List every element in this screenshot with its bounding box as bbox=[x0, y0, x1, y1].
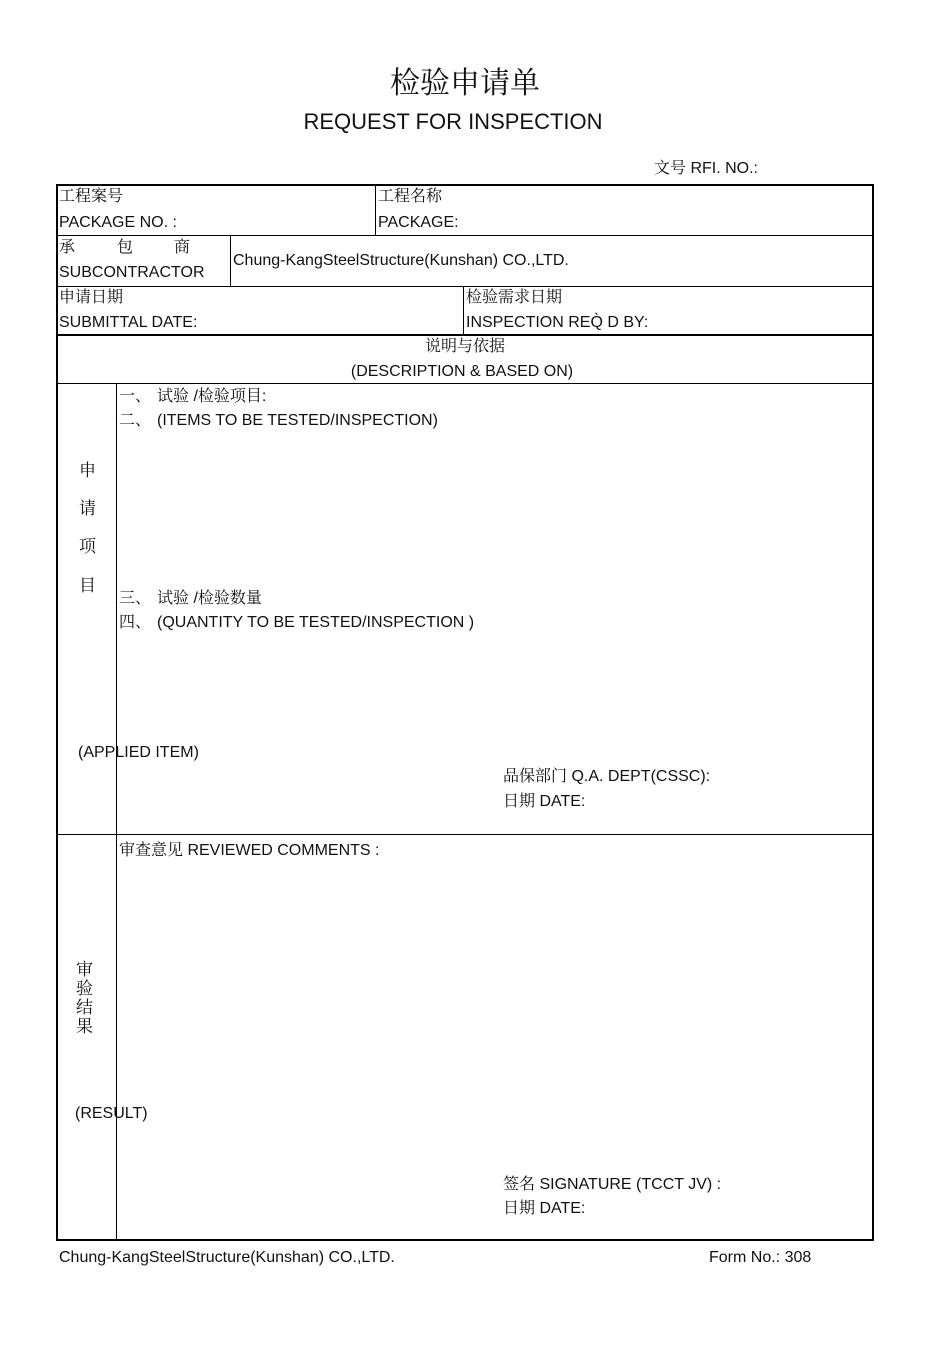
submittal-date-label-en: SUBMITTAL DATE: bbox=[59, 314, 198, 331]
reviewed-comments-label: 审查意见 REVIEWED COMMENTS : bbox=[119, 842, 380, 859]
subcontractor-value: Chung-KangSteelStructure(Kunshan) CO.,LTD. bbox=[233, 252, 569, 269]
item-2-prefix: 二、 bbox=[119, 412, 152, 429]
item-4-prefix: 四、 bbox=[119, 614, 152, 631]
inspection-required-label-en: INSPECTION REQ̀ D BY: bbox=[466, 314, 649, 331]
signature-label: 签名 SIGNATURE (TCCT JV) : bbox=[503, 1176, 722, 1193]
item-3-text: 试验 /检验数量 bbox=[157, 590, 262, 607]
subcontractor-label-en: SUBCONTRACTOR bbox=[59, 264, 205, 281]
item-4-text: (QUANTITY TO BE TESTED/INSPECTION ) bbox=[157, 614, 475, 631]
item-2-text: (ITEMS TO BE TESTED/INSPECTION) bbox=[157, 412, 438, 429]
qa-date-label: 日期 DATE: bbox=[503, 793, 586, 810]
package-name-label-cn: 工程名称 bbox=[378, 188, 443, 205]
qa-dept-label: 品保部门 Q.A. DEPT(CSSC): bbox=[503, 768, 711, 785]
item-1-text: 试验 /检验项目: bbox=[157, 388, 267, 405]
applied-side-char-4: 目 bbox=[79, 576, 96, 595]
form-title-en: REQUEST FOR INSPECTION bbox=[303, 109, 603, 134]
applied-side-char-1: 申 bbox=[79, 461, 96, 480]
subcontractor-char-2: 包 bbox=[117, 239, 134, 256]
result-side-char-1: 审 bbox=[76, 960, 93, 979]
submittal-date-label-cn: 申请日期 bbox=[59, 289, 124, 306]
signature-date-label: 日期 DATE: bbox=[503, 1200, 586, 1217]
applied-side-char-3: 项 bbox=[79, 537, 96, 556]
applied-item-label-en: (APPLIED ITEM) bbox=[78, 744, 199, 761]
rfi-number-label: 文号 RFI. NO.: bbox=[654, 160, 759, 177]
package-no-label-cn: 工程案号 bbox=[59, 188, 124, 205]
description-label-en: (DESCRIPTION & BASED ON) bbox=[350, 363, 574, 380]
subcontractor-char-1: 承 bbox=[59, 239, 76, 256]
applied-side-char-2: 请 bbox=[79, 499, 96, 518]
result-side-char-3: 结 bbox=[76, 998, 93, 1017]
package-no-label-en: PACKAGE NO. : bbox=[59, 214, 177, 231]
description-label-cn: 说明与依据 bbox=[424, 338, 505, 355]
form-number: Form No.: 308 bbox=[709, 1249, 812, 1266]
item-1-prefix: 一、 bbox=[119, 388, 152, 405]
result-side-char-4: 果 bbox=[76, 1017, 93, 1036]
inspection-required-label-cn: 检验需求日期 bbox=[466, 289, 563, 306]
footer-company: Chung-KangSteelStructure(Kunshan) CO.,LTD. bbox=[59, 1249, 395, 1266]
package-name-label-en: PACKAGE: bbox=[378, 214, 459, 231]
result-side-char-2: 验 bbox=[76, 979, 93, 998]
result-label-en: (RESULT) bbox=[75, 1105, 148, 1122]
subcontractor-char-3: 商 bbox=[174, 239, 191, 256]
item-3-prefix: 三、 bbox=[119, 590, 152, 607]
form-title-cn: 检验申请单 bbox=[390, 66, 540, 101]
